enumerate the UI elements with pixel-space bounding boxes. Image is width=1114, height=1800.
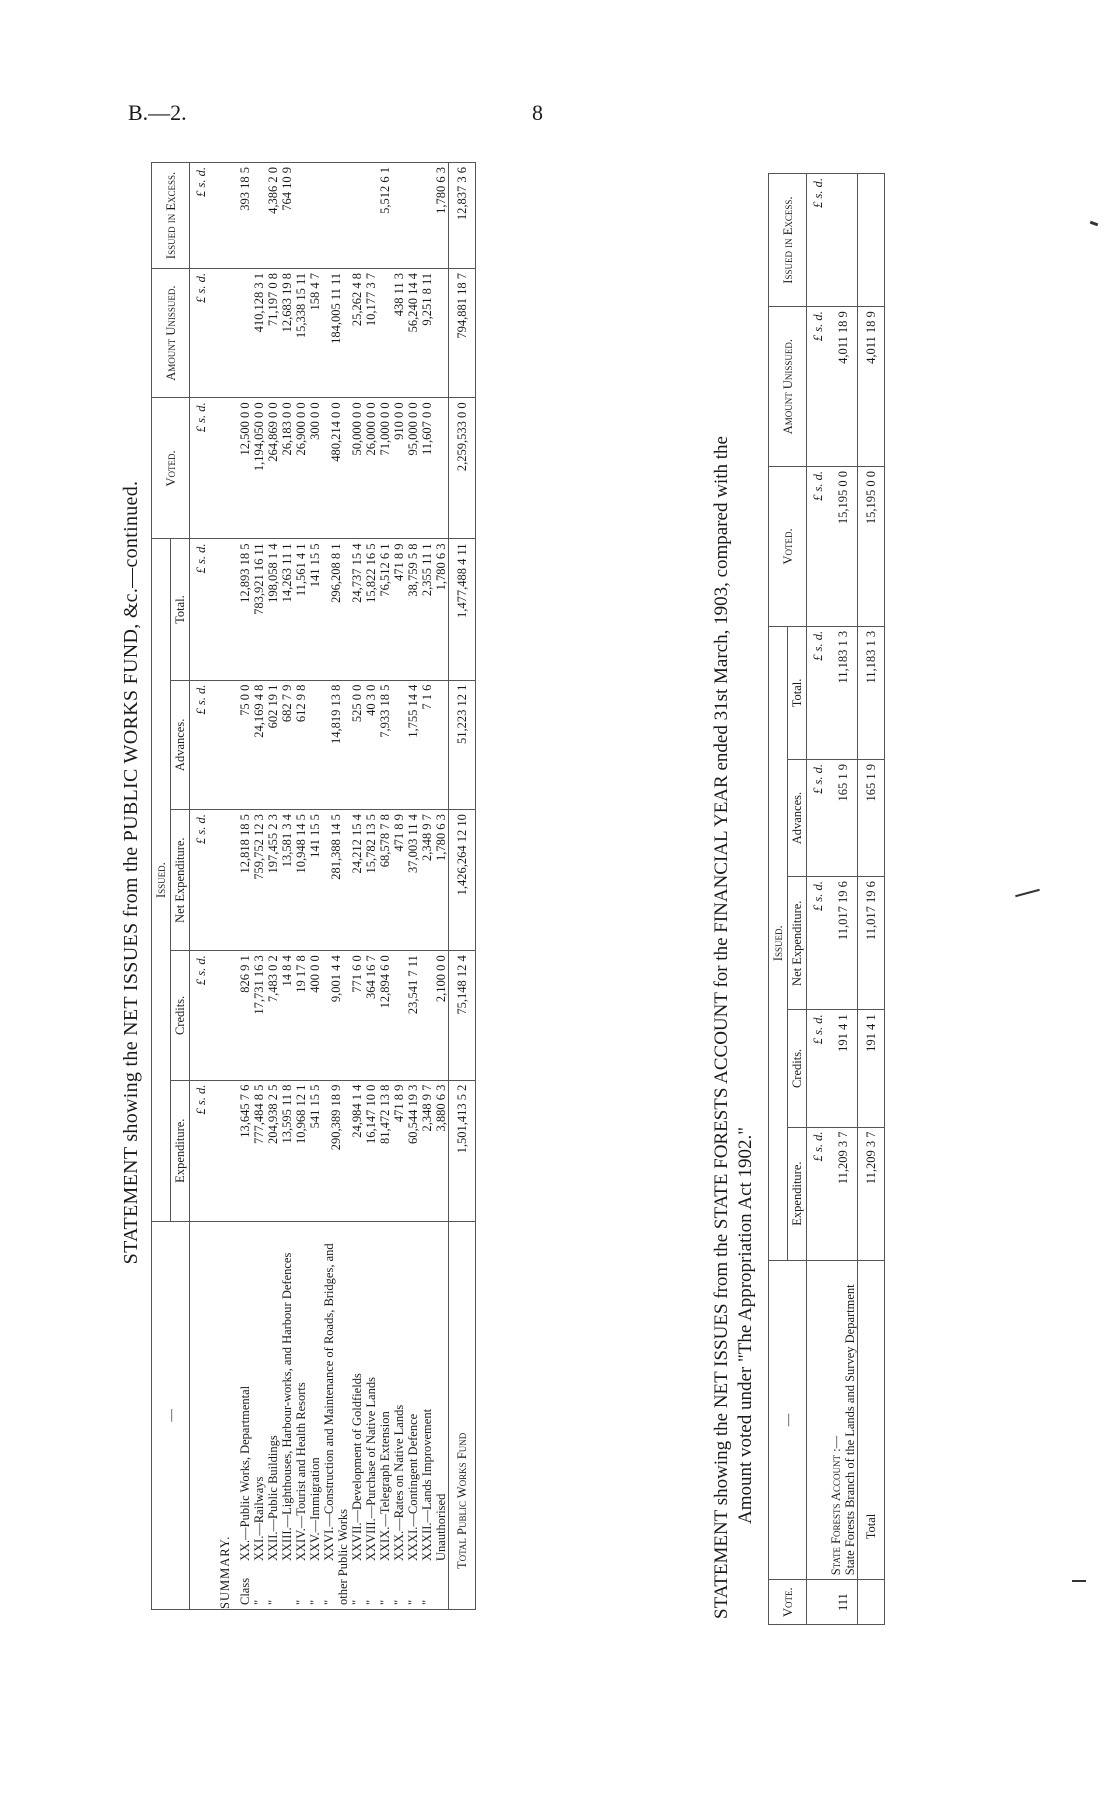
row-description: XXI.—Railways: [252, 1476, 266, 1561]
cell-total: 11,183 1 3: [829, 626, 858, 759]
cell-excess: [829, 174, 858, 307]
row-class-marker: ": [378, 1599, 392, 1605]
table-row: [364, 163, 378, 1610]
cell-net: 141 15 5: [308, 810, 322, 951]
row-label: [406, 1221, 420, 1609]
cell-exp: 290,389 18 9: [322, 1080, 350, 1221]
cell-adv: [434, 680, 449, 809]
cell-adv: [392, 680, 406, 809]
cell-net: 1,780 6 3: [434, 810, 449, 951]
cell-voted: 26,900 0 0: [294, 398, 308, 539]
cell-cred: 2,100 0 0: [434, 951, 449, 1080]
row-class-marker: ": [420, 1599, 434, 1605]
cell-excess: [308, 163, 322, 269]
cell-voted: 12,500 0 0: [238, 398, 252, 539]
cell-adv: 602 19 1: [266, 680, 280, 809]
table-row: [252, 163, 266, 1610]
col-issued: Issued.: [769, 626, 788, 1260]
cell-total: 15,822 16 5: [364, 539, 378, 680]
cell-voted: 95,000 0 0: [406, 398, 420, 539]
cell-voted: 264,869 0 0: [266, 398, 280, 539]
cell-cred: 7,483 0 2: [266, 951, 280, 1080]
cell-adv: 7 1 6: [420, 680, 434, 809]
table-row: [294, 163, 308, 1610]
col-net-expenditure: Net Expenditure.: [171, 810, 190, 951]
cell-net: 10,948 14 5: [294, 810, 308, 951]
total-label: Total Public Works Fund: [449, 1221, 476, 1609]
cell-net: 2,348 9 7: [420, 810, 434, 951]
col-issued: Issued.: [152, 539, 171, 1221]
cell-net: 12,818 18 5: [238, 810, 252, 951]
cell-exp: 10,968 12 1: [294, 1080, 308, 1221]
col-credits: Credits.: [788, 1010, 807, 1127]
col-credits: Credits.: [171, 951, 190, 1080]
row-class-marker: ": [350, 1599, 364, 1605]
col-voted: Voted.: [152, 398, 190, 539]
cell-unissued: 56,240 14 4: [406, 268, 420, 397]
col-unissued: Amount Unissued.: [769, 307, 807, 467]
row-label: [378, 1221, 392, 1609]
cell-cred: 14 8 4: [280, 951, 294, 1080]
row-class-marker: ": [252, 1599, 266, 1605]
row-label: [322, 1221, 350, 1609]
state-forests-table: [768, 173, 885, 1625]
col-expenditure: Expenditure.: [171, 1080, 190, 1221]
unit-row: £ s. d. £ s. d. £ s. d. £ s. d. £ s. d. £ s. d. £ s. d. £ s. d.: [807, 174, 830, 1625]
cell-cred: [392, 951, 406, 1080]
cell-total: 783,921 16 11: [252, 539, 266, 680]
cell-advances: 165 1 9: [829, 759, 858, 876]
row-label: [266, 1221, 280, 1609]
summary-heading-row: [212, 163, 238, 1610]
cell-excess: [350, 163, 364, 269]
row-description: XXV.—Immigration: [308, 1457, 322, 1561]
cell-exp: 24,984 1 4: [350, 1080, 364, 1221]
cell-adv: 75 0 0: [238, 680, 252, 809]
cell-exp: 204,938 2 5: [266, 1080, 280, 1221]
table-row: [266, 163, 280, 1610]
row-description: XXX.—Rates on Native Lands: [392, 1404, 406, 1561]
row-heading: State Forests Account :—: [829, 1435, 843, 1576]
total-voted: 2,259,533 0 0: [449, 398, 476, 539]
cell-unissued: 9,251 8 11: [420, 268, 434, 397]
total-voted: 15,195 0 0: [858, 467, 885, 627]
row-class-marker: ": [308, 1599, 322, 1605]
cell-unissued: 25,262 4 8: [350, 268, 364, 397]
cell-unissued: 4,011 18 9: [829, 307, 858, 467]
cell-voted: 300 0 0: [308, 398, 322, 539]
cell-cred: 9,001 4 4: [322, 951, 350, 1080]
col-item: —: [769, 1260, 807, 1580]
cell-excess: [364, 163, 378, 269]
cell-net: 13,581 3 4: [280, 810, 294, 951]
row-class-marker: ": [364, 1599, 378, 1605]
col-net-expenditure: Net Expenditure.: [788, 877, 807, 1010]
cell-adv: 612 9 8: [294, 680, 308, 809]
state-forests-statement: [710, 135, 1010, 1625]
cell-adv: 14,819 13 8: [322, 680, 350, 809]
page-reference: B.—2.: [128, 100, 187, 125]
cell-total: 38,759 5 8: [406, 539, 420, 680]
cell-net: 11,017 19 6: [829, 877, 858, 1010]
cell-cred: [420, 951, 434, 1080]
col-item: —: [152, 1221, 190, 1609]
row-label: [294, 1221, 308, 1609]
table-row: [406, 163, 420, 1610]
cell-cred: 17,731 16 3: [252, 951, 266, 1080]
col-voted: Voted.: [769, 467, 807, 627]
cell-voted: 15,195 0 0: [829, 467, 858, 627]
col-advances: Advances.: [788, 759, 807, 876]
total-total: 11,183 1 3: [858, 626, 885, 759]
cell-voted: [434, 398, 449, 539]
cell-total: 76,512 6 1: [378, 539, 392, 680]
cell-voted: 50,000 0 0: [350, 398, 364, 539]
row-description: XXXI.—Contingent Defence: [406, 1413, 420, 1561]
row-label: [434, 1221, 449, 1609]
table-row: [378, 163, 392, 1610]
total-unissued: 794,881 18 7: [449, 268, 476, 397]
table-row: [238, 163, 252, 1610]
cell-exp: 471 8 9: [392, 1080, 406, 1221]
row-class-marker: ": [322, 1599, 336, 1605]
cell-adv: 7,933 18 5: [378, 680, 392, 809]
total-row: [449, 163, 476, 1610]
cell-total: 2,355 11 1: [420, 539, 434, 680]
cell-excess: [392, 163, 406, 269]
cell-unissued: 158 4 7: [308, 268, 322, 397]
row-class-marker: ": [392, 1599, 406, 1605]
cell-net: 68,578 7 8: [378, 810, 392, 951]
cell-exp: 13,645 7 6: [238, 1080, 252, 1221]
cell-cred: 400 0 0: [308, 951, 322, 1080]
cell-credits: 191 4 1: [829, 1010, 858, 1127]
row-label: [350, 1221, 364, 1609]
row-description: XXIII.—Lighthouses, Harbour-works, and Harbour Defences: [280, 1252, 294, 1561]
cell-voted: 910 0 0: [392, 398, 406, 539]
cell-cred: 23,541 7 11: [406, 951, 420, 1080]
total-row: [858, 174, 885, 1625]
cell-voted: 26,183 0 0: [280, 398, 294, 539]
cell-adv: 1,755 14 4: [406, 680, 420, 809]
row-description: XXIX.—Telegraph Extension: [378, 1411, 392, 1561]
scan-mark: [1072, 1580, 1086, 1582]
cell-unissued: 71,197 0 8: [266, 268, 280, 397]
total-expenditure: 1,501,413 5 2: [449, 1080, 476, 1221]
col-unissued: Amount Unissued.: [152, 268, 190, 397]
cell-unissued: [238, 268, 252, 397]
total-excess: 12,837 3 6: [449, 163, 476, 269]
cell-adv: 525 0 0: [350, 680, 364, 809]
total-credits: 75,148 12 4: [449, 951, 476, 1080]
statement2-title-line2: Amount voted under "The Appropriation Act 1902.": [735, 1126, 756, 1524]
cell-voted: 480,214 0 0: [322, 398, 350, 539]
row-label: [420, 1221, 434, 1609]
vote-number: 111: [829, 1580, 858, 1625]
row-description: XXIV.—Tourist and Health Resorts: [294, 1382, 308, 1561]
row-description: XXVI.—Construction and Maintenance of Roads, Bridges, and other Public Works: [322, 1243, 350, 1605]
cell-cred: 12,894 6 0: [378, 951, 392, 1080]
cell-total: 141 15 5: [308, 539, 322, 680]
cell-unissued: 15,338 15 11: [294, 268, 308, 397]
col-vote: Vote.: [769, 1580, 807, 1625]
cell-unissued: 438 11 3: [392, 268, 406, 397]
row-description: XXXII.—Lands Improvement: [420, 1408, 434, 1561]
cell-voted: 11,607 0 0: [420, 398, 434, 539]
row-label: [308, 1221, 322, 1609]
col-advances: Advances.: [171, 680, 190, 809]
cell-excess: 5,512 6 1: [378, 163, 392, 269]
cell-exp: 60,544 19 3: [406, 1080, 420, 1221]
total-excess: [858, 174, 885, 307]
cell-excess: 1,780 6 3: [434, 163, 449, 269]
table-row: [280, 163, 294, 1610]
cell-total: 14,263 11 1: [280, 539, 294, 680]
row-class-marker: ": [266, 1599, 280, 1605]
summary-label: SUMMARY.: [212, 1221, 238, 1609]
cell-voted: 1,194,050 0 0: [252, 398, 266, 539]
cell-total: 12,893 18 5: [238, 539, 252, 680]
cell-cred: 19 17 8: [294, 951, 308, 1080]
cell-exp: 13,595 11 8: [280, 1080, 294, 1221]
total-credits: 191 4 1: [858, 1010, 885, 1127]
row-label: [280, 1221, 294, 1609]
statement1-title: STATEMENT showing the NET ISSUES from the PUBLIC WORKS FUND, &c.—continued.: [120, 480, 142, 1265]
cell-excess: [406, 163, 420, 269]
col-excess: Issued in Excess.: [152, 163, 190, 269]
table-row: [350, 163, 364, 1610]
cell-total: 1,780 6 3: [434, 539, 449, 680]
cell-excess: [294, 163, 308, 269]
row-description: XXVIII.—Purchase of Native Lands: [364, 1377, 378, 1561]
total-net: 1,426,264 12 10: [449, 810, 476, 951]
cell-voted: 26,000 0 0: [364, 398, 378, 539]
scan-mark: [1015, 889, 1040, 897]
cell-total: 24,737 15 4: [350, 539, 364, 680]
row-label: [252, 1221, 266, 1609]
cell-unissued: 10,177 3 7: [364, 268, 378, 397]
statement2-title-line1: STATEMENT showing the NET ISSUES from the STATE FORESTS ACCOUNT for the FINANCIAL YEAR ended 31st March, 1903, compared with the: [711, 436, 732, 1619]
col-expenditure: Expenditure.: [788, 1127, 807, 1260]
unit-row: £ s. d. £ s. d. £ s. d. £ s. d. £ s. d. £ s. d. £ s. d. £ s. d.: [190, 163, 213, 1610]
total-total: 1,477,488 4 11: [449, 539, 476, 680]
cell-cred: 771 6 0: [350, 951, 364, 1080]
cell-adv: [308, 680, 322, 809]
cell-exp: 3,880 6 3: [434, 1080, 449, 1221]
col-excess: Issued in Excess.: [769, 174, 807, 307]
cell-adv: 40 3 0: [364, 680, 378, 809]
cell-excess: 393 18 5: [238, 163, 252, 269]
cell-net: 15,782 13 5: [364, 810, 378, 951]
row-description: XXVII.—Development of Goldfields: [350, 1373, 364, 1561]
total-unissued: 4,011 18 9: [858, 307, 885, 467]
cell-total: 296,208 8 1: [322, 539, 350, 680]
cell-unissued: [434, 268, 449, 397]
cell-unissued: 12,683 19 8: [280, 268, 294, 397]
row-description: State Forests Branch of the Lands and Survey Department: [843, 1284, 857, 1576]
row-description: XXII.—Public Buildings: [266, 1435, 280, 1561]
cell-unissued: 410,128 3 1: [252, 268, 266, 397]
table-row: [434, 163, 449, 1610]
total-expenditure: 11,209 3 7: [858, 1127, 885, 1260]
public-works-table: [151, 162, 476, 1610]
row-label: [392, 1221, 406, 1609]
total-net: 11,017 19 6: [858, 877, 885, 1010]
cell-excess: [420, 163, 434, 269]
cell-exp: 2,348 9 7: [420, 1080, 434, 1221]
row-class-marker: ": [406, 1599, 420, 1605]
statement2-title: [710, 135, 758, 1625]
row-class-marker: Class: [238, 1577, 252, 1605]
cell-total: 11,561 4 1: [294, 539, 308, 680]
scan-mark: [1090, 221, 1099, 227]
cell-net: 759,752 12 3: [252, 810, 266, 951]
cell-unissued: 184,005 11 11: [322, 268, 350, 397]
row-class-marker: ": [294, 1599, 308, 1605]
cell-voted: 71,000 0 0: [378, 398, 392, 539]
row-label: [829, 1260, 858, 1580]
cell-exp: 541 15 5: [308, 1080, 322, 1221]
cell-net: 471 8 9: [392, 810, 406, 951]
cell-net: 37,003 11 4: [406, 810, 420, 951]
table-row: [308, 163, 322, 1610]
cell-expenditure: 11,209 3 7: [829, 1127, 858, 1260]
total-advances: 51,223 12 1: [449, 680, 476, 809]
cell-exp: 81,472 13 8: [378, 1080, 392, 1221]
table-row: [322, 163, 350, 1610]
row-description: Unauthorised: [434, 1493, 448, 1561]
total-label: Total: [858, 1260, 885, 1580]
cell-total: 471 8 9: [392, 539, 406, 680]
cell-net: 24,212 15 4: [350, 810, 364, 951]
page-number: 8: [532, 100, 543, 125]
cell-excess: [322, 163, 350, 269]
cell-net: 197,455 2 3: [266, 810, 280, 951]
table-row: [420, 163, 434, 1610]
total-advances: 165 1 9: [858, 759, 885, 876]
cell-adv: 24,169 4 8: [252, 680, 266, 809]
public-works-statement: [120, 135, 625, 1610]
row-label: [238, 1221, 252, 1609]
col-total: Total.: [788, 626, 807, 759]
cell-excess: [252, 163, 266, 269]
table-row: [829, 174, 858, 1625]
cell-exp: 16,147 10 0: [364, 1080, 378, 1221]
table-row: [392, 163, 406, 1610]
row-label: [364, 1221, 378, 1609]
cell-net: 281,388 14 5: [322, 810, 350, 951]
cell-adv: 682 7 9: [280, 680, 294, 809]
cell-cred: 826 9 1: [238, 951, 252, 1080]
cell-excess: 764 10 9: [280, 163, 294, 269]
row-description: XX.—Public Works, Departmental: [238, 1385, 252, 1561]
col-total: Total.: [171, 539, 190, 680]
cell-total: 198,058 1 4: [266, 539, 280, 680]
cell-cred: 364 16 7: [364, 951, 378, 1080]
cell-unissued: [378, 268, 392, 397]
cell-exp: 777,484 8 5: [252, 1080, 266, 1221]
cell-excess: 4,386 2 0: [266, 163, 280, 269]
